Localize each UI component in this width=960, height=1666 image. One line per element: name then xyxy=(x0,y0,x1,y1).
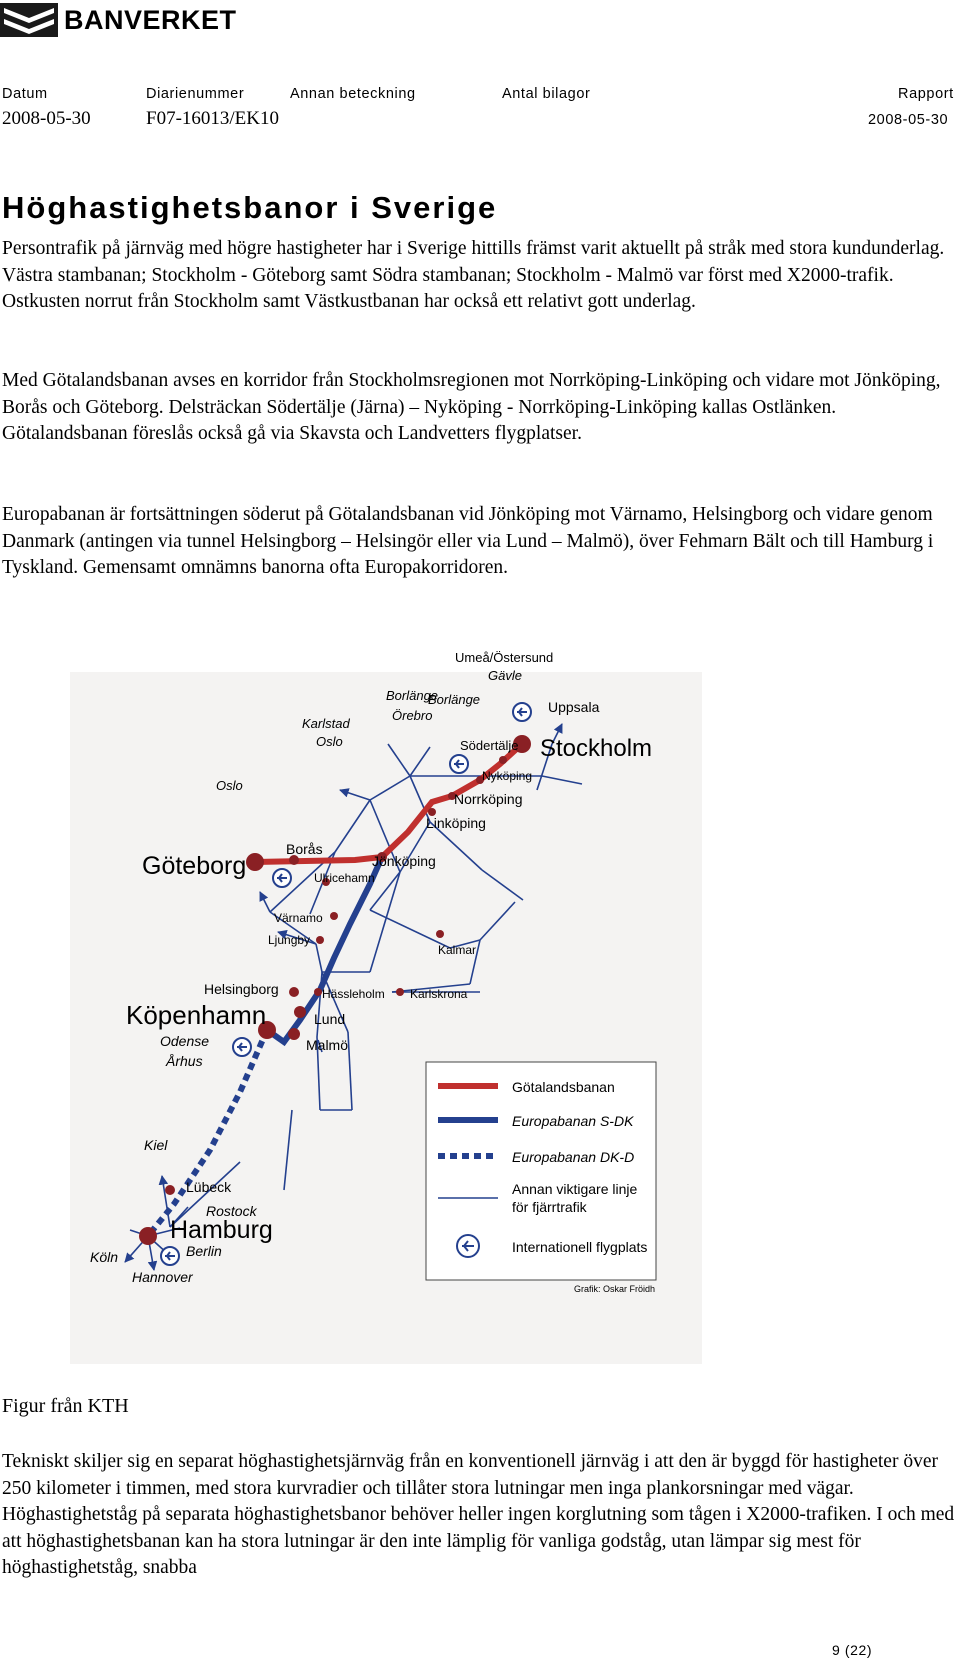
city-dot-varnamo xyxy=(330,912,338,920)
label-ljungby: Ljungby xyxy=(268,933,311,947)
label-karlstad: Karlstad xyxy=(302,716,350,731)
label-borlange-1: Borlänge xyxy=(386,688,439,703)
city-dot-karlskrona xyxy=(396,988,404,996)
label-rapport: Rapport xyxy=(898,86,954,102)
city-dot-helsingborg xyxy=(289,987,299,997)
legend-europabanan-sdk: Europabanan S-DK xyxy=(512,1113,634,1129)
label-arhus: Århus xyxy=(166,1053,203,1069)
label-lubeck: Lübeck xyxy=(186,1179,232,1195)
label-goteborg: Göteborg xyxy=(142,852,247,880)
label-odense: Odense xyxy=(160,1033,210,1049)
legend-flygplats: Internationell flygplats xyxy=(512,1239,648,1255)
label-lund: Lund xyxy=(314,1011,346,1027)
value-datum: 2008-05-30 xyxy=(2,108,91,129)
paragraph-1: Persontrafik på järnväg med högre hastigheter har i Sverige hittills främst varit aktuellt på stråk med stora kundunderlag. Västra stambanan; Stockholm - Göteborg samt Södra stambanan; Stockholm - Malmö var först med X2000-trafik. Ostkusten norrut från Stockholm samt Västkustbanan har också ett relativt gott underlag. xyxy=(2,238,945,312)
city-dot-hamburg xyxy=(139,1227,157,1245)
label-helsingborg: Helsingborg xyxy=(204,981,279,997)
city-dot-kalmar xyxy=(436,930,444,938)
label-borlange-2: Borlänge xyxy=(428,692,481,707)
city-dot-goteborg xyxy=(246,853,264,871)
label-hamburg: Hamburg xyxy=(170,1216,273,1244)
label-jonkoping: Jönköping xyxy=(372,853,436,869)
label-berlin: Berlin xyxy=(186,1243,222,1259)
city-dot-sodertalje xyxy=(499,756,507,764)
figure-caption: Figur från KTH xyxy=(2,1395,129,1417)
label-datum: Datum xyxy=(2,86,48,102)
logo-wordmark: BANVERKET xyxy=(64,4,237,35)
airport-icon xyxy=(273,869,291,887)
airport-icon xyxy=(233,1038,251,1056)
label-diarienummer: Diarienummer xyxy=(146,86,245,102)
value-rapport-datum: 2008-05-30 xyxy=(868,112,949,128)
paragraph-4: Tekniskt skiljer sig en separat höghastighetsjärnväg från en konventionell järnväg i att den är byggd för hastigheter över 250 kilometer i timmen, med stora kurvradier och tillåter stora lutningar men inga plankorsningar med vägar. Höghastighetståg på separata höghastighetsbanor behöver heller ingen korglutning som tågen i X2000-trafiken. I och med att höghastighetsbanan kan ha stora lutningar är den inte lämplig för vanliga godståg, utan lämpar sig mest för höghastighetståg, snabba xyxy=(2,1451,955,1578)
label-oslo-2: Oslo xyxy=(216,778,243,793)
legend-annan-line-1: Annan viktigare linje xyxy=(512,1181,638,1197)
figure-credit: Grafik: Oskar Fröidh xyxy=(574,1284,656,1294)
page-title: Höghastighetsbanor i Sverige xyxy=(2,190,498,225)
value-diarienummer: F07-16013/EK10 xyxy=(146,108,279,129)
label-varnamo: Värnamo xyxy=(274,911,323,925)
label-kalmar: Kalmar xyxy=(438,943,477,957)
label-hannover: Hannover xyxy=(132,1269,193,1285)
label-karlskrona: Karlskrona xyxy=(410,987,468,1001)
paragraph-3: Europabanan är fortsättningen söderut på Götalandsbanan vid Jönköping mot Värnamo, Helsingborg och vidare genom Danmark (antingen via tunnel Helsingborg – Helsingör eller via Lund – Malmö), över Fehmarn Bält och till Hamburg i Tyskland. Gemensamt omnämns banorna ofta Europakorridoren. xyxy=(2,504,934,578)
label-umea: Umeå/Östersund xyxy=(455,650,554,665)
airport-icon xyxy=(450,755,468,773)
label-sodertalje: Södertälje xyxy=(460,738,519,753)
label-rostock: Rostock xyxy=(206,1203,257,1219)
label-gavle: Gävle xyxy=(488,668,522,683)
legend-europabanan-dkd: Europabanan DK-D xyxy=(512,1149,635,1165)
label-oslo-1: Oslo xyxy=(316,734,343,749)
legend-annan-line-2: för fjärrtrafik xyxy=(512,1199,587,1215)
banverket-logo-icon xyxy=(0,3,58,37)
label-uppsala: Uppsala xyxy=(548,699,600,715)
city-dot-ljungby xyxy=(316,936,324,944)
city-dot-lubeck xyxy=(165,1185,175,1195)
label-linkoping: Linköping xyxy=(426,815,486,831)
label-kopenhamn: Köpenhamn xyxy=(126,1000,267,1030)
legend-airport-icon xyxy=(457,1235,479,1257)
airport-icon xyxy=(513,703,531,721)
label-stockholm: Stockholm xyxy=(540,735,653,762)
map-legend xyxy=(426,1062,656,1280)
label-nykoping: Nyköping xyxy=(482,769,533,783)
airport-icon xyxy=(161,1247,179,1265)
label-kiel: Kiel xyxy=(144,1137,168,1153)
label-boras: Borås xyxy=(286,841,323,857)
label-norrkoping: Norrköping xyxy=(454,791,523,807)
city-dot-malmo xyxy=(288,1028,300,1040)
paragraph-2: Med Götalandsbanan avses en korridor från Stockholmsregionen mot Norrköping-Linköping och vidare mot Jönköping, Borås och Göteborg. Delsträckan Södertälje (Järna) – Nyköping - Norrköping-Linköping kallas Ostlänken. Götalandsbanan föreslås också gå via Skavsta och Landvetters flygplatser. xyxy=(2,370,941,444)
label-antal-bilagor: Antal bilagor xyxy=(502,86,591,102)
label-ulricehamn: Ulricehamn xyxy=(314,871,375,885)
city-dot-hassleholm xyxy=(314,988,322,996)
label-orebro: Örebro xyxy=(392,708,433,723)
city-dot-lund xyxy=(294,1006,306,1018)
label-koln: Köln xyxy=(90,1249,119,1265)
legend-gotalandsbanan: Götalandsbanan xyxy=(512,1079,615,1095)
label-malmo: Malmö xyxy=(306,1037,349,1053)
page-number: 9 (22) xyxy=(832,1642,873,1658)
rail-map-figure xyxy=(70,650,702,1364)
banverket-logo xyxy=(0,0,237,40)
label-hassleholm: Hässleholm xyxy=(322,987,385,1001)
label-annan-beteckning: Annan beteckning xyxy=(290,86,416,102)
